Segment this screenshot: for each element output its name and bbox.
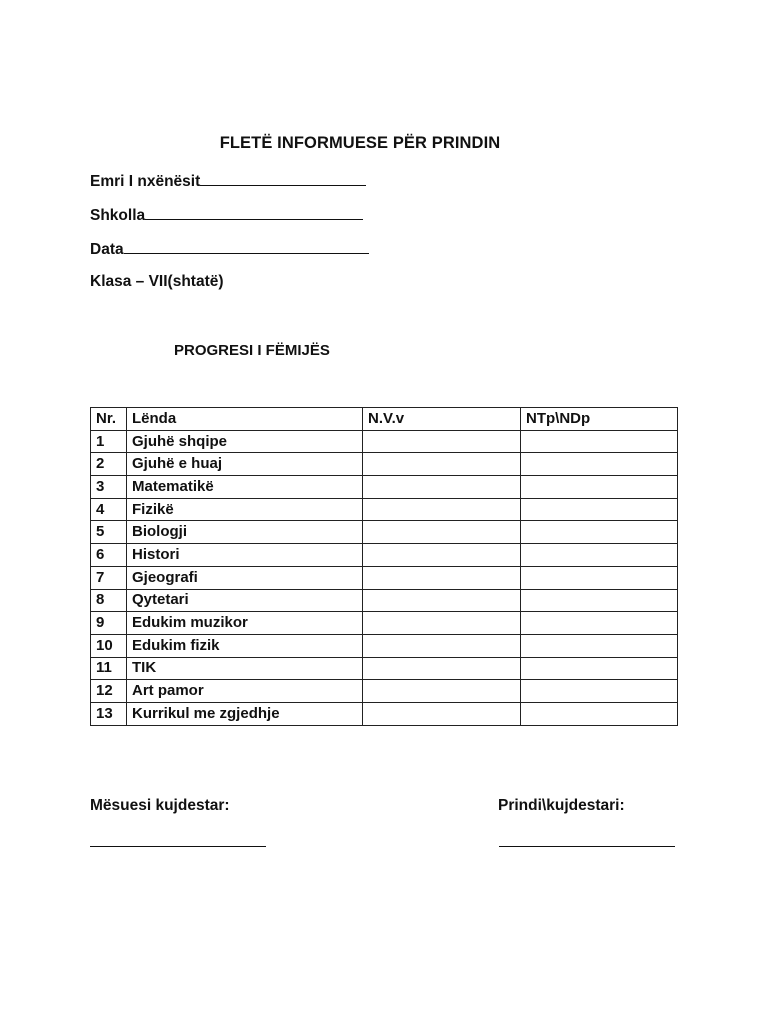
row-nvv-cell[interactable] xyxy=(363,634,521,657)
row-ntp-ndp-cell[interactable] xyxy=(521,657,678,680)
table-row xyxy=(91,680,678,703)
row-number: 9 xyxy=(91,612,127,635)
row-number: 2 xyxy=(91,453,127,476)
table-row xyxy=(91,566,678,589)
row-number: 7 xyxy=(91,566,127,589)
row-ntp-ndp-cell[interactable] xyxy=(521,566,678,589)
row-number: 4 xyxy=(91,498,127,521)
row-ntp-ndp-cell[interactable] xyxy=(521,453,678,476)
row-subject: Qytetari xyxy=(127,589,363,612)
row-number: 3 xyxy=(91,476,127,499)
table-row xyxy=(91,612,678,635)
document-title: FLETË INFORMUESE PËR PRINDIN xyxy=(219,134,501,152)
progress-title: PROGRESI I FËMIJËS xyxy=(174,342,330,359)
row-ntp-ndp-cell[interactable] xyxy=(521,634,678,657)
row-number: 6 xyxy=(91,544,127,567)
row-number: 13 xyxy=(91,702,127,725)
header-nvv: N.V.v xyxy=(363,408,521,431)
student-name-blank xyxy=(200,171,366,186)
row-subject: Edukim muzikor xyxy=(127,612,363,635)
row-subject: TIK xyxy=(127,657,363,680)
table-header-row xyxy=(91,408,678,431)
student-name-label: Emri I nxënësit xyxy=(90,173,201,190)
row-ntp-ndp-cell[interactable] xyxy=(521,498,678,521)
table-row xyxy=(91,498,678,521)
row-ntp-ndp-cell[interactable] xyxy=(521,702,678,725)
row-ntp-ndp-cell[interactable] xyxy=(521,430,678,453)
row-number: 8 xyxy=(91,589,127,612)
row-nvv-cell[interactable] xyxy=(363,476,521,499)
row-subject: Kurrikul me zgjedhje xyxy=(127,702,363,725)
parent-signature-label: Prindi\kujdestari: xyxy=(498,797,625,814)
school-label: Shkolla xyxy=(90,207,146,224)
row-subject: Histori xyxy=(127,544,363,567)
row-nvv-cell[interactable] xyxy=(363,657,521,680)
row-ntp-ndp-cell[interactable] xyxy=(521,612,678,635)
row-nvv-cell[interactable] xyxy=(363,521,521,544)
class-field: Klasa – VII(shtatë) xyxy=(90,273,224,290)
row-nvv-cell[interactable] xyxy=(363,453,521,476)
row-number: 5 xyxy=(91,521,127,544)
row-nvv-cell[interactable] xyxy=(363,680,521,703)
table-row xyxy=(91,476,678,499)
row-nvv-cell[interactable] xyxy=(363,566,521,589)
row-ntp-ndp-cell[interactable] xyxy=(521,589,678,612)
table-row xyxy=(91,453,678,476)
row-subject: Matematikë xyxy=(127,476,363,499)
row-subject: Gjeografi xyxy=(127,566,363,589)
row-nvv-cell[interactable] xyxy=(363,498,521,521)
row-subject: Gjuhë e huaj xyxy=(127,453,363,476)
header-subject: Lënda xyxy=(127,408,363,431)
row-ntp-ndp-cell[interactable] xyxy=(521,680,678,703)
row-subject: Biologji xyxy=(127,521,363,544)
grades-table-body xyxy=(91,430,678,725)
row-ntp-ndp-cell[interactable] xyxy=(521,476,678,499)
teacher-signature-label: Mësuesi kujdestar: xyxy=(90,797,230,814)
table-row xyxy=(91,589,678,612)
row-number: 12 xyxy=(91,680,127,703)
date-blank xyxy=(124,239,369,254)
row-nvv-cell[interactable] xyxy=(363,702,521,725)
date-field xyxy=(90,239,369,259)
row-subject: Art pamor xyxy=(127,680,363,703)
school-blank xyxy=(145,205,363,220)
header-ntp-ndp: NTp\NDp xyxy=(521,408,678,431)
row-subject: Edukim fizik xyxy=(127,634,363,657)
table-row xyxy=(91,702,678,725)
table-row xyxy=(91,634,678,657)
student-name-field xyxy=(90,171,366,191)
row-number: 11 xyxy=(91,657,127,680)
row-ntp-ndp-cell[interactable] xyxy=(521,521,678,544)
row-nvv-cell[interactable] xyxy=(363,612,521,635)
row-number: 1 xyxy=(91,430,127,453)
row-nvv-cell[interactable] xyxy=(363,544,521,567)
date-label: Data xyxy=(90,241,124,258)
row-ntp-ndp-cell[interactable] xyxy=(521,544,678,567)
row-nvv-cell[interactable] xyxy=(363,430,521,453)
table-row xyxy=(91,430,678,453)
grades-table xyxy=(90,407,678,726)
school-field xyxy=(90,205,363,225)
teacher-signature-line xyxy=(90,846,266,847)
table-row xyxy=(91,544,678,567)
table-row xyxy=(91,521,678,544)
parent-signature-line xyxy=(499,846,675,847)
row-subject: Fizikë xyxy=(127,498,363,521)
row-number: 10 xyxy=(91,634,127,657)
header-nr: Nr. xyxy=(91,408,127,431)
row-nvv-cell[interactable] xyxy=(363,589,521,612)
row-subject: Gjuhë shqipe xyxy=(127,430,363,453)
table-row xyxy=(91,657,678,680)
